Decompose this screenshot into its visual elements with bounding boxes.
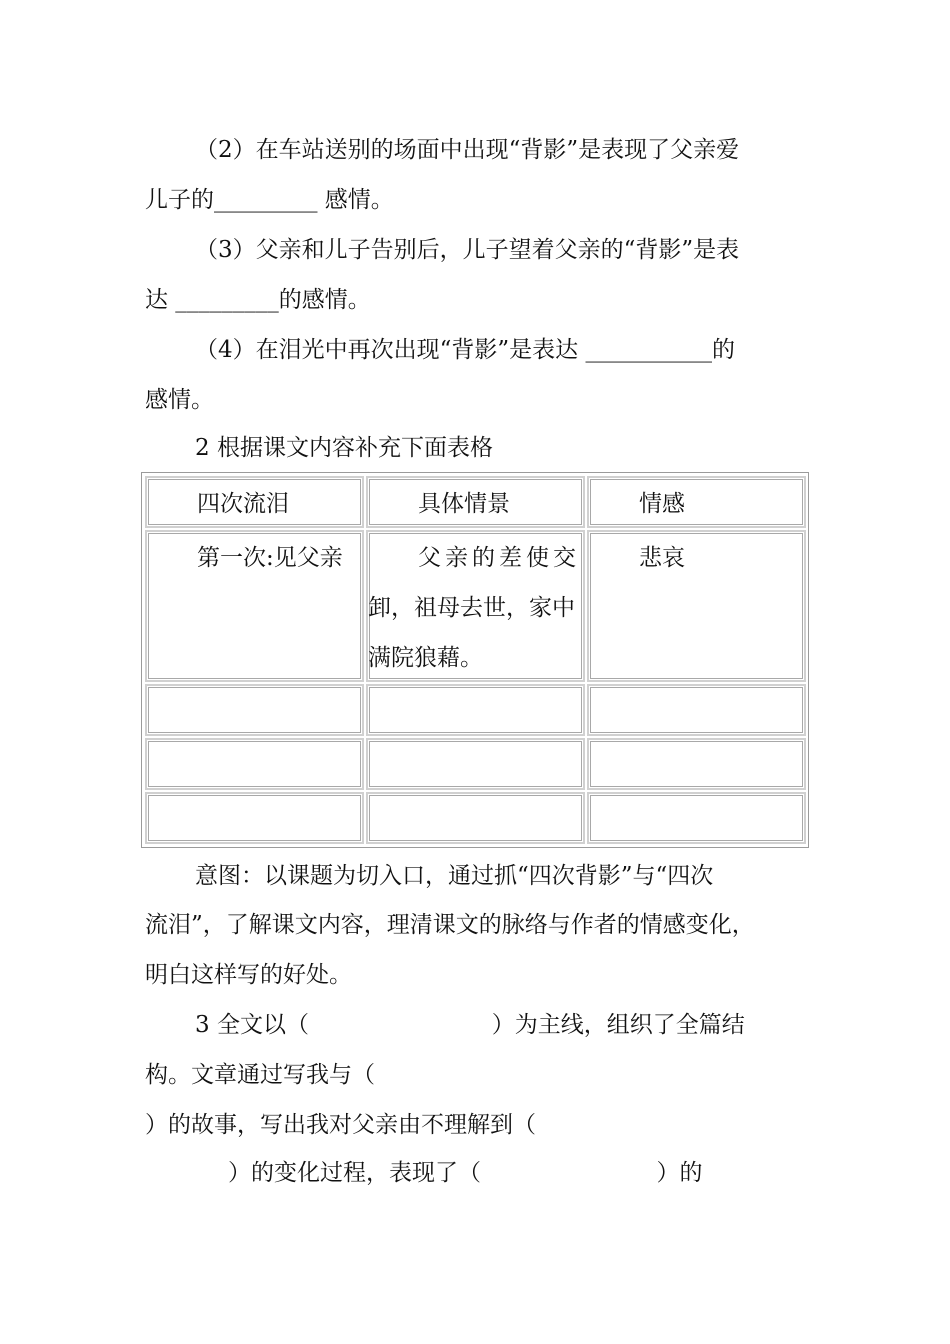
header-emotion: 情感 bbox=[639, 491, 685, 517]
header-scene: 具体情景 bbox=[418, 491, 510, 517]
q3-main-line-3: ）的故事，写出我对父亲由不理解到（ bbox=[145, 1112, 536, 1138]
q4-line-2: 感情。 bbox=[145, 387, 214, 413]
q2-line-1: （2）在车站送别的场面中出现“背影”是表现了父亲爱 bbox=[195, 137, 740, 163]
q2-line-2: 儿子的_________ 感情。 bbox=[145, 187, 394, 213]
table-cell-empty bbox=[587, 738, 806, 790]
table-cell-empty bbox=[145, 792, 364, 844]
tears-table bbox=[141, 472, 809, 848]
table-cell-empty bbox=[366, 684, 585, 736]
table-cell bbox=[145, 530, 364, 682]
intent-line-2: 流泪”，了解课文内容，理清课文的脉络与作者的情感变化， bbox=[145, 912, 755, 938]
q3-main-line-4: ）的变化过程，表现了（ ）的 bbox=[228, 1160, 703, 1186]
table-cell-empty bbox=[587, 792, 806, 844]
q4-line-1: （4）在泪光中再次出现“背影”是表达 ___________的 bbox=[195, 337, 735, 363]
header-tears: 四次流泪 bbox=[197, 491, 289, 517]
row1-scene-line-3: 满院狼藉。 bbox=[368, 645, 483, 671]
intent-line-1: 意图：以课题为切入口，通过抓“四次背影”与“四次 bbox=[195, 863, 714, 889]
table-cell bbox=[587, 530, 806, 682]
row1-scene-line-2: 卸，祖母去世，家中 bbox=[368, 595, 575, 621]
section-2-title: 2 根据课文内容补充下面表格 bbox=[195, 435, 493, 461]
row1-emotion: 悲哀 bbox=[639, 545, 685, 571]
q3-main-line-2: 构。文章通过写我与（ bbox=[145, 1062, 375, 1088]
table-cell-empty bbox=[587, 684, 806, 736]
table-cell-empty bbox=[366, 738, 585, 790]
row1-scene-line-1: 父亲的差使交 bbox=[418, 545, 580, 571]
table-cell-empty bbox=[145, 738, 364, 790]
table-header-cell bbox=[145, 476, 364, 528]
table-cell-empty bbox=[145, 684, 364, 736]
q3-line-2: 达 _________的感情。 bbox=[145, 287, 371, 313]
intent-line-3: 明白这样写的好处。 bbox=[145, 962, 352, 988]
table-header-cell bbox=[366, 476, 585, 528]
row1-tears: 第一次:见父亲 bbox=[197, 545, 343, 571]
table-header-cell bbox=[587, 476, 806, 528]
q3-main-line-1: 3 全文以（ ）为主线，组织了全篇结 bbox=[195, 1012, 745, 1038]
table-cell bbox=[366, 530, 585, 682]
table-cell-empty bbox=[366, 792, 585, 844]
q3-line-1: （3）父亲和儿子告别后，儿子望着父亲的“背影”是表 bbox=[195, 237, 740, 263]
